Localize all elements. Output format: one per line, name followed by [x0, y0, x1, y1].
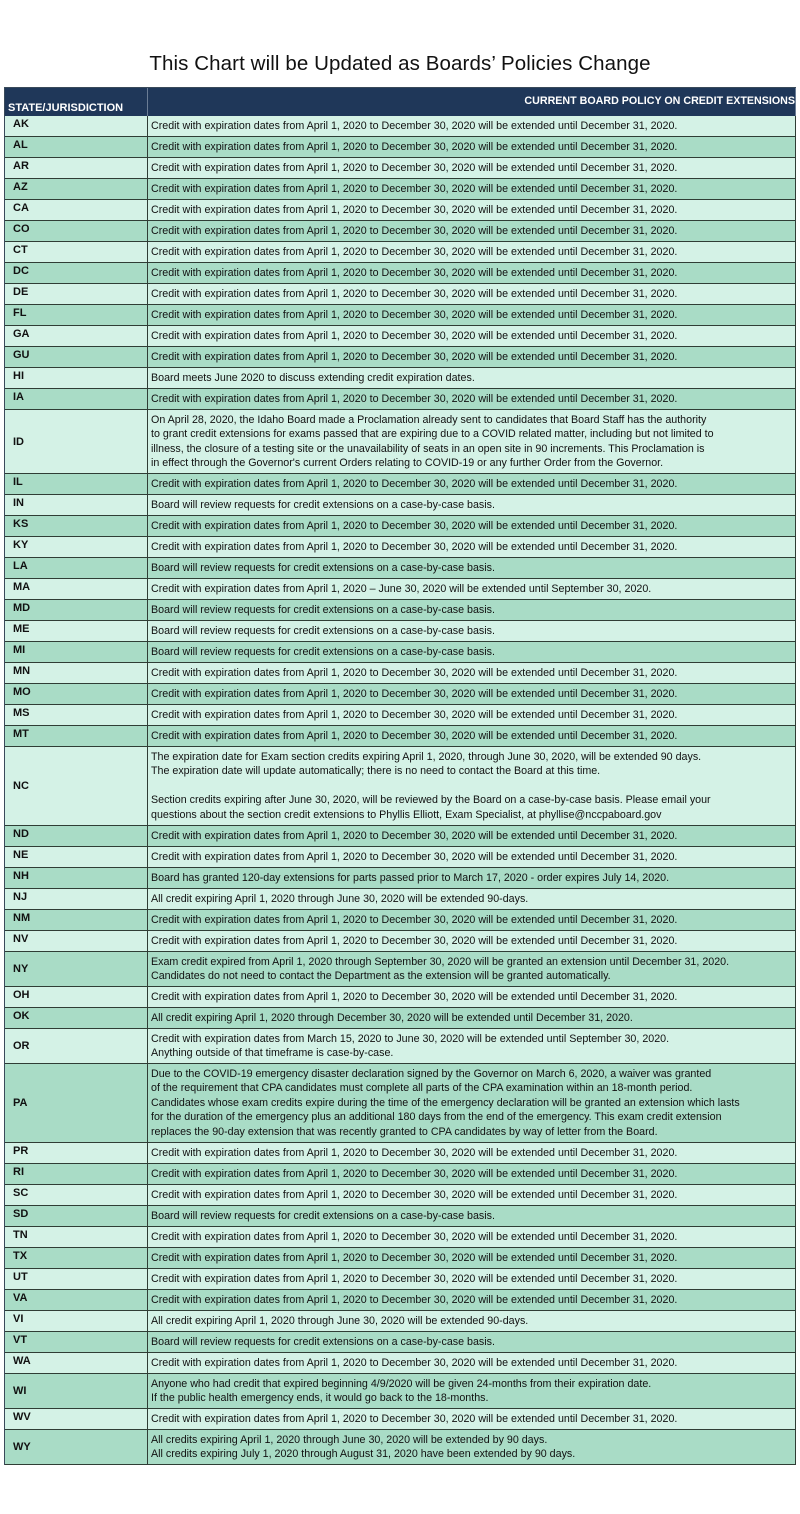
- policy-text: [148, 474, 796, 494]
- state-code: NV: [5, 931, 148, 951]
- state-code: MO: [5, 684, 148, 704]
- table-row: [5, 516, 796, 537]
- policy-text: [148, 495, 796, 515]
- state-code: GU: [5, 347, 148, 367]
- table-row: [5, 347, 796, 368]
- policy-line: Board will review requests for credit extensions on a case-by-case basis.: [151, 624, 495, 637]
- policy-line: Board will review requests for credit extensions on a case-by-case basis.: [151, 1209, 495, 1222]
- table-row: [5, 1374, 796, 1409]
- table-row: [5, 495, 796, 516]
- policy-line: [151, 779, 795, 794]
- policy-text: [148, 705, 796, 725]
- policy-text: [148, 931, 796, 951]
- policy-text: [148, 179, 796, 199]
- policy-text: [148, 242, 796, 262]
- policy-line: Credit with expiration dates from April 1, 2020 to December 30, 2020 will be extended until December 31, 2020.: [151, 666, 678, 679]
- table-row: [5, 158, 796, 179]
- policy-line: Credit with expiration dates from April 1, 2020 to December 30, 2020 will be extended until December 31, 2020.: [151, 1167, 678, 1180]
- state-code: NC: [5, 747, 148, 825]
- policy-text: [148, 1311, 796, 1331]
- table-row: [5, 558, 796, 579]
- table-row: [5, 1227, 796, 1248]
- state-code: WY: [5, 1430, 148, 1464]
- state-code: CA: [5, 200, 148, 220]
- policy-line: Credit with expiration dates from April 1, 2020 to December 30, 2020 will be extended until December 31, 2020.: [151, 990, 678, 1003]
- state-code: VT: [5, 1332, 148, 1352]
- table-row: [5, 137, 796, 158]
- table-row: [5, 1164, 796, 1185]
- state-code: IA: [5, 389, 148, 409]
- policy-text: [148, 747, 796, 825]
- state-code: NY: [5, 952, 148, 986]
- policy-line: Credit with expiration dates from April 1, 2020 to December 30, 2020 will be extended until December 31, 2020.: [151, 1251, 678, 1264]
- policy-line: of the requirement that CPA candidates must complete all parts of the CPA examination within an 18-month period.: [151, 1082, 693, 1095]
- policy-line: Credit with expiration dates from April 1, 2020 to December 30, 2020 will be extended until December 31, 2020.: [151, 140, 678, 153]
- policy-line: Credit with expiration dates from April 1, 2020 – June 30, 2020 will be extended until September 30, 2020.: [151, 582, 652, 595]
- policy-text: [148, 347, 796, 367]
- policy-line: If the public health emergency ends, it would go back to the 18-months.: [151, 1392, 489, 1404]
- policy-line: Credit with expiration dates from April 1, 2020 to December 30, 2020 will be extended until December 31, 2020.: [151, 519, 678, 532]
- policy-text: [148, 579, 796, 599]
- state-code: WA: [5, 1353, 148, 1373]
- policy-line: Credit with expiration dates from April 1, 2020 to December 30, 2020 will be extended until December 31, 2020.: [151, 850, 678, 863]
- policy-text: [148, 621, 796, 641]
- state-code: PR: [5, 1143, 148, 1163]
- state-code: LA: [5, 558, 148, 578]
- policy-text: [148, 410, 796, 473]
- policy-line: Anyone who had credit that expired beginning 4/9/2020 will be given 24-months from their expiration date.: [151, 1377, 652, 1390]
- state-code: NM: [5, 910, 148, 930]
- policy-text: [148, 284, 796, 304]
- state-code: AL: [5, 137, 148, 157]
- policy-line: All credits expiring July 1, 2020 through August 31, 2020 have been extended by 90 days.: [151, 1448, 576, 1460]
- policy-text: [148, 1290, 796, 1310]
- policy-line: Credit with expiration dates from April 1, 2020 to December 30, 2020 will be extended until December 31, 2020.: [151, 329, 678, 342]
- policy-line: Credit with expiration dates from March 15, 2020 to June 30, 2020 will be extended until September 30, 2020.: [151, 1032, 670, 1045]
- policy-text: [148, 1409, 796, 1429]
- policy-line: Credit with expiration dates from April 1, 2020 to December 30, 2020 will be extended until December 31, 2020.: [151, 1188, 678, 1201]
- state-code: AR: [5, 158, 148, 178]
- policy-line: Credit with expiration dates from April 1, 2020 to December 30, 2020 will be extended until December 31, 2020.: [151, 1356, 678, 1369]
- state-code: WI: [5, 1374, 148, 1408]
- credit-extension-table: [4, 87, 796, 1465]
- table-row: [5, 747, 796, 826]
- policy-line: Credit with expiration dates from April 1, 2020 to December 30, 2020 will be extended until December 31, 2020.: [151, 266, 678, 279]
- policy-text: [148, 826, 796, 846]
- table-row: [5, 1248, 796, 1269]
- policy-line: On April 28, 2020, the Idaho Board made a Proclamation already sent to candidates that Board Staff has the authority: [151, 413, 707, 426]
- policy-line: Credit with expiration dates from April 1, 2020 to December 30, 2020 will be extended until December 31, 2020.: [151, 119, 678, 132]
- state-code: FL: [5, 305, 148, 325]
- policy-line: questions about the section credit extensions to Phyllis Elliott, Exam Specialist, at phyllise@nccpaboard.gov: [151, 808, 662, 821]
- table-row: [5, 847, 796, 868]
- state-code: NH: [5, 868, 148, 888]
- table-row: [5, 889, 796, 910]
- state-code: SD: [5, 1206, 148, 1226]
- policy-line: Board will review requests for credit extensions on a case-by-case basis.: [151, 645, 495, 658]
- policy-line: Credit with expiration dates from April 1, 2020 to December 30, 2020 will be extended until December 31, 2020.: [151, 1146, 678, 1159]
- policy-line: Board will review requests for credit extensions on a case-by-case basis.: [151, 1335, 495, 1348]
- policy-line: for the duration of the emergency plus an additional 180 days from the end of the emergency. This exam credit extension: [151, 1111, 722, 1124]
- policy-text: [148, 158, 796, 178]
- table-row: [5, 1290, 796, 1311]
- policy-line: Credit with expiration dates from April 1, 2020 to December 30, 2020 will be extended until December 31, 2020.: [151, 245, 678, 258]
- state-code: CT: [5, 242, 148, 262]
- state-code: KY: [5, 537, 148, 557]
- policy-text: [148, 305, 796, 325]
- table-row: [5, 200, 796, 221]
- table-row: [5, 705, 796, 726]
- policy-line: Credit with expiration dates from April 1, 2020 to December 30, 2020 will be extended until December 31, 2020.: [151, 729, 678, 742]
- policy-line: Credit with expiration dates from April 1, 2020 to December 30, 2020 will be extended until December 31, 2020.: [151, 1272, 678, 1285]
- policy-text: [148, 952, 796, 986]
- policy-text: [148, 889, 796, 909]
- policy-line: Credit with expiration dates from April 1, 2020 to December 30, 2020 will be extended until December 31, 2020.: [151, 392, 678, 405]
- policy-line: The expiration date for Exam section credits expiring April 1, 2020, through June 30, 2020, will be extended 90 days.: [151, 750, 702, 763]
- header-state: STATE/JURISDICTION: [5, 88, 148, 116]
- table-row: [5, 1353, 796, 1374]
- policy-line: Board will review requests for credit extensions on a case-by-case basis.: [151, 603, 495, 616]
- state-code: AZ: [5, 179, 148, 199]
- policy-text: [148, 642, 796, 662]
- table-row: [5, 579, 796, 600]
- state-code: UT: [5, 1269, 148, 1289]
- state-code: TX: [5, 1248, 148, 1268]
- policy-text: [148, 558, 796, 578]
- table-row: [5, 952, 796, 987]
- state-code: OK: [5, 1008, 148, 1028]
- policy-line: All credits expiring April 1, 2020 through June 30, 2020 will be extended by 90 days.: [151, 1433, 548, 1446]
- table-row: [5, 389, 796, 410]
- policy-line: Credit with expiration dates from April 1, 2020 to December 30, 2020 will be extended until December 31, 2020.: [151, 477, 678, 490]
- policy-text: [148, 663, 796, 683]
- policy-text: [148, 1430, 796, 1464]
- policy-line: Credit with expiration dates from April 1, 2020 to December 30, 2020 will be extended until December 31, 2020.: [151, 287, 678, 300]
- state-code: MA: [5, 579, 148, 599]
- policy-line: in effect through the Governor's current Orders relating to COVID-19 or any further Order from the Governor.: [151, 457, 664, 469]
- state-code: TN: [5, 1227, 148, 1247]
- state-code: IL: [5, 474, 148, 494]
- state-code: SC: [5, 1185, 148, 1205]
- policy-line: Credit with expiration dates from April 1, 2020 to December 30, 2020 will be extended until December 31, 2020.: [151, 540, 678, 553]
- policy-text: [148, 1353, 796, 1373]
- state-code: ID: [5, 410, 148, 473]
- policy-line: Credit with expiration dates from April 1, 2020 to December 30, 2020 will be extended until December 31, 2020.: [151, 203, 678, 216]
- table-row: [5, 621, 796, 642]
- table-row: [5, 642, 796, 663]
- table-row: [5, 826, 796, 847]
- state-code: ME: [5, 621, 148, 641]
- policy-text: [148, 1374, 796, 1408]
- policy-line: Credit with expiration dates from April 1, 2020 to December 30, 2020 will be extended until December 31, 2020.: [151, 708, 678, 721]
- policy-text: [148, 1185, 796, 1205]
- policy-line: Credit with expiration dates from April 1, 2020 to December 30, 2020 will be extended until December 31, 2020.: [151, 1293, 678, 1306]
- table-row: [5, 1311, 796, 1332]
- state-code: ND: [5, 826, 148, 846]
- state-code: AK: [5, 116, 148, 136]
- table-row: [5, 1269, 796, 1290]
- table-row: [5, 410, 796, 474]
- state-code: MI: [5, 642, 148, 662]
- state-code: DC: [5, 263, 148, 283]
- table-row: [5, 1206, 796, 1227]
- policy-text: [148, 516, 796, 536]
- state-code: VI: [5, 1311, 148, 1331]
- table-row: [5, 537, 796, 558]
- table-row: [5, 1008, 796, 1029]
- policy-text: [148, 684, 796, 704]
- policy-text: [148, 1269, 796, 1289]
- table-row: [5, 221, 796, 242]
- page-title: This Chart will be Updated as Boards’ Policies Change: [149, 52, 651, 75]
- table-row: [5, 242, 796, 263]
- policy-line: Section credits expiring after June 30, 2020, will be reviewed by the Board on a case-by-case basis. Please email your: [151, 794, 711, 807]
- table-row: [5, 179, 796, 200]
- policy-text: [148, 389, 796, 409]
- table-row: [5, 868, 796, 889]
- state-code: MT: [5, 726, 148, 746]
- state-code: GA: [5, 326, 148, 346]
- table-row: [5, 116, 796, 137]
- policy-text: [148, 868, 796, 888]
- policy-text: [148, 137, 796, 157]
- policy-line: All credit expiring April 1, 2020 through June 30, 2020 will be extended 90-days.: [151, 1314, 529, 1327]
- policy-text: [148, 1029, 796, 1063]
- policy-text: [148, 368, 796, 388]
- policy-line: Credit with expiration dates from April 1, 2020 to December 30, 2020 will be extended until December 31, 2020.: [151, 1412, 678, 1425]
- policy-line: Anything outside of that timeframe is case-by-case.: [151, 1047, 394, 1059]
- table-row: [5, 1409, 796, 1430]
- state-code: OR: [5, 1029, 148, 1063]
- policy-line: Credit with expiration dates from April 1, 2020 to December 30, 2020 will be extended until December 31, 2020.: [151, 687, 678, 700]
- state-code: DE: [5, 284, 148, 304]
- policy-line: Credit with expiration dates from April 1, 2020 to December 30, 2020 will be extended until December 31, 2020.: [151, 182, 678, 195]
- state-code: KS: [5, 516, 148, 536]
- table-row: [5, 305, 796, 326]
- policy-line: Credit with expiration dates from April 1, 2020 to December 30, 2020 will be extended until December 31, 2020.: [151, 308, 678, 321]
- policy-text: [148, 1332, 796, 1352]
- policy-line: Due to the COVID-19 emergency disaster declaration signed by the Governor on March 6, 2020, a waiver was granted: [151, 1067, 712, 1080]
- table-row: [5, 326, 796, 347]
- policy-text: [148, 116, 796, 136]
- policy-text: [148, 1206, 796, 1226]
- policy-text: [148, 726, 796, 746]
- policy-text: [148, 1008, 796, 1028]
- table-row: [5, 1430, 796, 1465]
- policy-text: [148, 1227, 796, 1247]
- policy-text: [148, 987, 796, 1007]
- table-row: [5, 600, 796, 621]
- state-code: VA: [5, 1290, 148, 1310]
- state-code: PA: [5, 1064, 148, 1142]
- policy-line: The expiration date will update automatically; there is no need to contact the Board at this time.: [151, 765, 601, 778]
- table-row: [5, 931, 796, 952]
- table-row: [5, 284, 796, 305]
- table-row: [5, 663, 796, 684]
- table-row: [5, 1064, 796, 1143]
- table-row: [5, 684, 796, 705]
- policy-line: All credit expiring April 1, 2020 through June 30, 2020 will be extended 90-days.: [151, 892, 529, 905]
- policy-line: replaces the 90-day extension that was recently granted to CPA candidates by way of letter from the Board.: [151, 1125, 658, 1138]
- policy-text: [148, 1248, 796, 1268]
- policy-line: Candidates whose exam credits expire during the time of the emergency declaration will be granted an extension which lasts: [151, 1096, 740, 1109]
- table-row: [5, 474, 796, 495]
- table-header-row: [5, 88, 796, 116]
- policy-line: Candidates do not need to contact the Department as the extension will be granted automatically.: [151, 970, 611, 982]
- state-code: OH: [5, 987, 148, 1007]
- table-row: [5, 910, 796, 931]
- state-code: NJ: [5, 889, 148, 909]
- table-row: [5, 368, 796, 389]
- policy-line: Board meets June 2020 to discuss extending credit expiration dates.: [151, 371, 475, 384]
- table-row: [5, 1332, 796, 1353]
- policy-text: [148, 326, 796, 346]
- state-code: WV: [5, 1409, 148, 1429]
- table-row: [5, 726, 796, 747]
- policy-text: [148, 537, 796, 557]
- policy-text: [148, 1143, 796, 1163]
- state-code: HI: [5, 368, 148, 388]
- policy-line: Credit with expiration dates from April 1, 2020 to December 30, 2020 will be extended until December 31, 2020.: [151, 350, 678, 363]
- state-code: MN: [5, 663, 148, 683]
- state-code: MD: [5, 600, 148, 620]
- state-code: CO: [5, 221, 148, 241]
- policy-text: [148, 600, 796, 620]
- policy-line: Board has granted 120-day extensions for parts passed prior to March 17, 2020 - order expires July 14, 2020.: [151, 871, 670, 884]
- policy-line: Board will review requests for credit extensions on a case-by-case basis.: [151, 561, 495, 574]
- policy-line: Exam credit expired from April 1, 2020 through September 30, 2020 will be granted an extension until December 31, 2020.: [151, 955, 730, 968]
- policy-line: illness, the closure of a testing site or the unavailability of seats in an open site in 90 increments. This Proclamation is: [151, 442, 705, 455]
- policy-line: Credit with expiration dates from April 1, 2020 to December 30, 2020 will be extended until December 31, 2020.: [151, 161, 678, 174]
- state-code: MS: [5, 705, 148, 725]
- policy-line: Credit with expiration dates from April 1, 2020 to December 30, 2020 will be extended until December 31, 2020.: [151, 913, 678, 926]
- policy-line: to grant credit extensions for exams passed that are expiring due to a COVID related matter, including but not limited to: [151, 428, 714, 440]
- state-code: IN: [5, 495, 148, 515]
- table-row: [5, 1185, 796, 1206]
- policy-line: Board will review requests for credit extensions on a case-by-case basis.: [151, 498, 495, 511]
- state-code: RI: [5, 1164, 148, 1184]
- state-code: NE: [5, 847, 148, 867]
- policy-text: [148, 221, 796, 241]
- policy-text: [148, 263, 796, 283]
- table-row: [5, 263, 796, 284]
- policy-text: [148, 910, 796, 930]
- policy-line: Credit with expiration dates from April 1, 2020 to December 30, 2020 will be extended until December 31, 2020.: [151, 934, 678, 947]
- table-row: [5, 1143, 796, 1164]
- policy-line: Credit with expiration dates from April 1, 2020 to December 30, 2020 will be extended until December 31, 2020.: [151, 829, 678, 842]
- policy-text: [148, 1164, 796, 1184]
- policy-text: [148, 847, 796, 867]
- policy-line: Credit with expiration dates from April 1, 2020 to December 30, 2020 will be extended until December 31, 2020.: [151, 224, 678, 237]
- policy-text: [148, 1064, 796, 1142]
- table-body: [5, 116, 796, 1465]
- table-row: [5, 987, 796, 1008]
- policy-line: All credit expiring April 1, 2020 through December 30, 2020 will be extended until December 31, 2020.: [151, 1011, 633, 1024]
- policy-line: Credit with expiration dates from April 1, 2020 to December 30, 2020 will be extended until December 31, 2020.: [151, 1230, 678, 1243]
- policy-text: [148, 200, 796, 220]
- header-policy: CURRENT BOARD POLICY ON CREDIT EXTENSIONS: [148, 88, 796, 116]
- table-row: [5, 1029, 796, 1064]
